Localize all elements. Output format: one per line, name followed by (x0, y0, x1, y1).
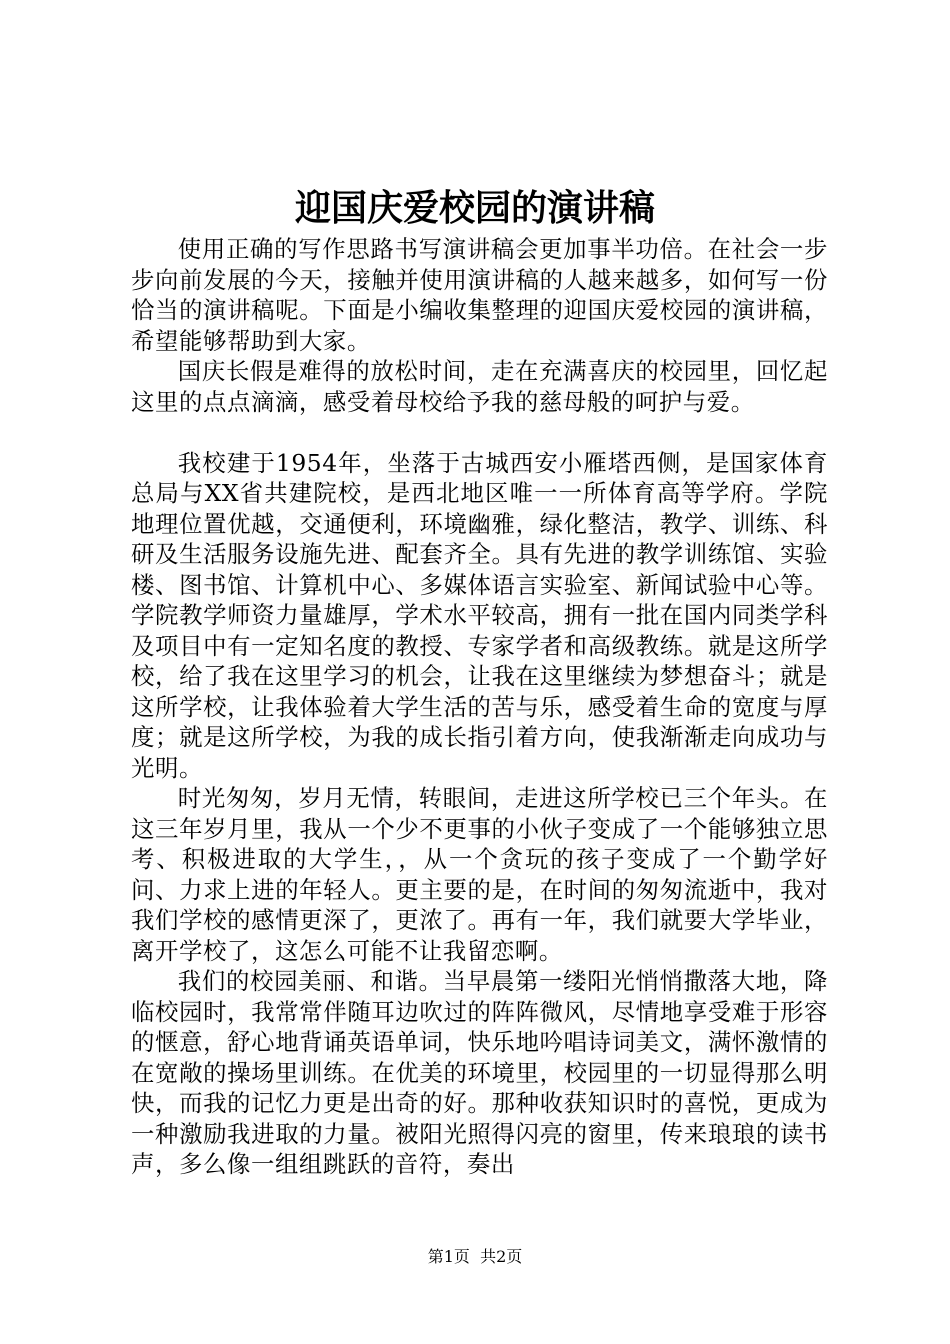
paragraph-three-years: 时光匆匆，岁月无情，转眼间，走进这所学校已三个年头。在这三年岁月里，我从一个少不更事的小伙子变成了一个能够独立思考、积极进取的大学生，，从一个贪玩的孩子变成了一个勤学好问、力求上进的年轻人。更主要的是，在时间的匆匆流逝中，我对我们学校的感情更深了，更浓了。再有一年，我们就要大学毕业，离开学校了，这怎么可能不让我留恋啊。 (131, 784, 828, 965)
document-title: 迎国庆爱校园的演讲稿 (294, 187, 655, 229)
page-footer (0, 1246, 950, 1268)
page-number: 第1页 (427, 1247, 470, 1266)
document-body (131, 234, 828, 1180)
paragraph-spacer (131, 417, 828, 448)
page-total: 共2页 (480, 1247, 523, 1266)
paragraph-campus: 我们的校园美丽、和谐。当早晨第一缕阳光悄悄撒落大地，降临校园时，我常常伴随耳边吹过的阵阵微风，尽情地享受难于形容的惬意，舒心地背诵英语单词，快乐地吟唱诗词美文，满怀激情的在宽敞的操场里训练。在优美的环境里，校园里的一切显得那么明快，而我的记忆力更是出奇的好。那种收获知识时的喜悦，更成为一种激励我进取的力量。被阳光照得闪亮的窗里，传来琅琅的读书声，多么像一组组跳跃的音符，奏出 (131, 967, 828, 1178)
paragraph-school-history: 我校建于1954年，坐落于古城西安小雁塔西侧，是国家体育总局与XX省共建院校，是西北地区唯一一所体育高等学府。学院地理位置优越，交通便利，环境幽雅，绿化整洁，教学、训练、科研及生活服务设施先进、配套齐全。具有先进的教学训练馆、实验楼、图书馆、计算机中心、多媒体语言实验室、新闻试验中心等。学院教学师资力量雄厚，学术水平较高，拥有一批在国内同类学科及项目中有一定知名度的教授、专家学者和高级教练。就是这所学校，给了我在这里学习的机会，让我在这里继续为梦想奋斗；就是这所学校，让我体验着大学生活的苦与乐，感受着生命的宽度与厚度；就是这所学校，为我的成长指引着方向，使我渐渐走向成功与光明。 (131, 448, 828, 782)
paragraph-intro: 使用正确的写作思路书写演讲稿会更加事半功倍。在社会一步步向前发展的今天，接触并使用演讲稿的人越来越多，如何写一份恰当的演讲稿呢。下面是小编收集整理的迎国庆爱校园的演讲稿，希望能够帮助到大家。 (131, 235, 828, 355)
paragraph-holiday: 国庆长假是难得的放松时间，走在充满喜庆的校园里，回忆起这里的点点滴滴，感受着母校给予我的慈母般的呵护与爱。 (131, 357, 828, 416)
